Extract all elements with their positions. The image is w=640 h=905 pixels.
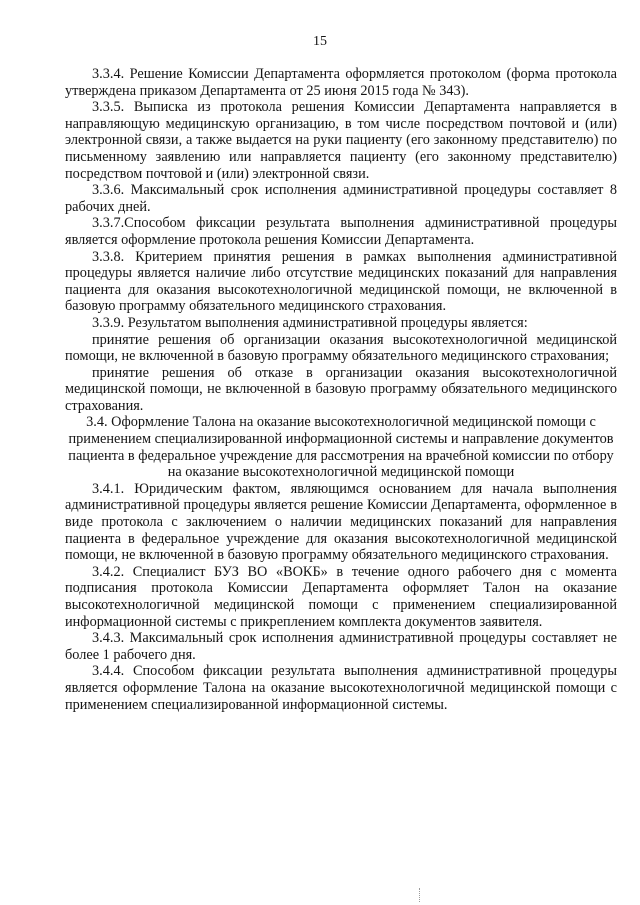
paragraph-3-3-5: 3.3.5. Выписка из протокола решения Комиссии Департамента направляется в направляющую медицинскую организацию, в том числе посредством почтовой и (или) электронной связи, а также выдается на руки пациенту (его законному представителю) по письменному заявлению или направляется пациенту (его законному представителю) посредством почтовой и (или) электронной связи.	[65, 99, 617, 182]
paragraph-3-4-4: 3.4.4. Способом фиксации результата выполнения административной процедуры является оформление Талона на оказание высокотехнологичной медицинской помощи с применением специализированной информационной системы.	[65, 663, 617, 713]
paragraph-3-4-3: 3.4.3. Максимальный срок исполнения административной процедуры составляет не более 1 рабочего дня.	[65, 630, 617, 663]
paragraph-3-4-1: 3.4.1. Юридическим фактом, являющимся основанием для начала выполнения административной процедуры является решение Комиссии Департамента, оформленное в виде протокола с заключением о наличии медицинских показаний для направления пациента в федеральное учреждение для оказания высокотехнологичной медицинской помощи, не включенной в базовую программу обязательного медицинского страхования.	[65, 480, 617, 564]
page-number: 15	[313, 34, 327, 49]
paragraph-3-3-6: 3.3.6. Максимальный срок исполнения административной процедуры составляет 8 рабочих дней.	[65, 182, 617, 215]
scan-mark	[419, 888, 421, 902]
document-body	[65, 66, 617, 713]
paragraph-3-3-9-item-a: принятие решения об организации оказания высокотехнологичной медицинской помощи, не включенной в базовую программу обязательного медицинского страхования;	[65, 331, 617, 365]
paragraph-3-3-8: 3.3.8. Критерием принятия решения в рамках выполнения административной процедуры является наличие либо отсутствие медицинских показаний для направления пациента для оказания высокотехнологичной медицинской помощи, не включенной в базовую программу обязательного медицинского страхования.	[65, 248, 617, 315]
paragraph-3-4-2: 3.4.2. Специалист БУЗ ВО «ВОКБ» в течение одного рабочего дня с момента подписания протокола Комиссии Департамента оформляет Талон на оказание высокотехнологичной медицинской помощи с применением специализированной информационной системы с прикреплением комплекта документов заявителя.	[65, 563, 617, 630]
section-heading-3-4: 3.4. Оформление Талона на оказание высокотехнологичной медицинской помощи с применением специализированной информационной системы и направление документов пациента в федеральное учреждение для рассмотрения на врачебной комиссии по отбору на оказание высокотехнологичной медицинской помощи	[68, 414, 614, 481]
paragraph-3-3-9: 3.3.9. Результатом выполнения административной процедуры является:	[92, 314, 528, 331]
paragraph-3-3-7: 3.3.7.Способом фиксации результата выполнения административной процедуры является оформление протокола решения Комиссии Департамента.	[65, 215, 617, 248]
paragraph-3-3-9-item-b: принятие решения об отказе в организации оказания высокотехнологичной медицинской помощи, не включенной в базовую программу обязательного медицинского страхования.	[65, 364, 617, 414]
paragraph-3-3-4: 3.3.4. Решение Комиссии Департамента оформляется протоколом (форма протокола утверждена приказом Департамента от 25 июня 2015 года № 343).	[65, 66, 617, 99]
